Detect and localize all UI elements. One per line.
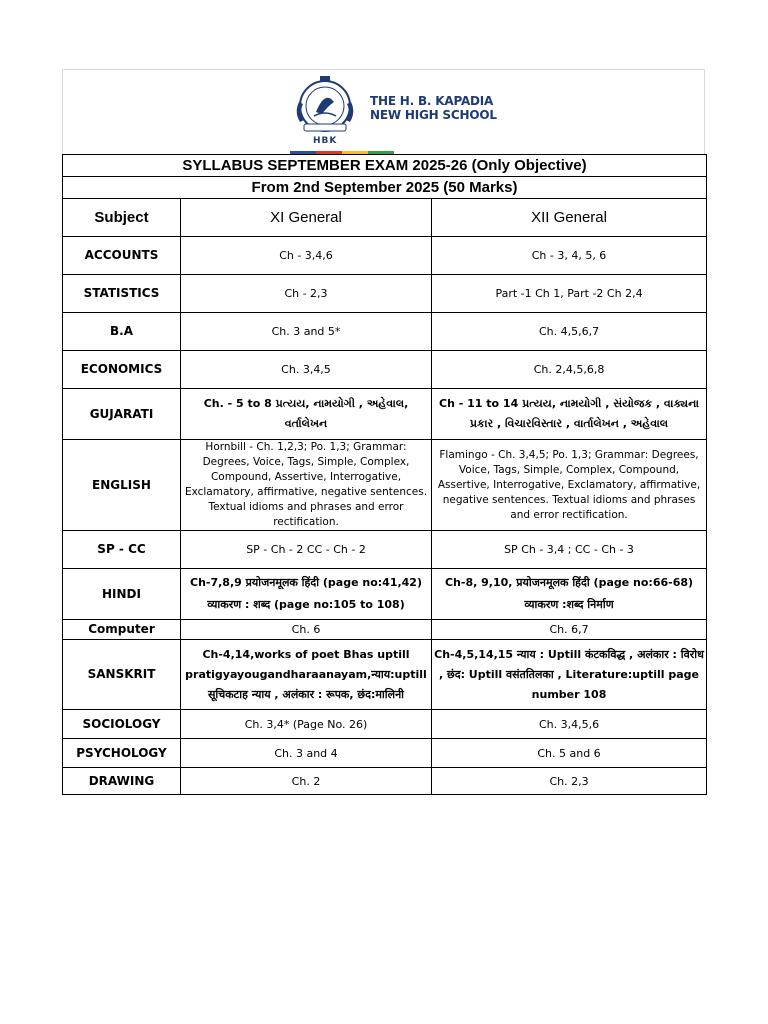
subject-cell: ACCOUNTS [63,237,181,275]
xi-cell: Ch - 2,3 [181,275,432,313]
xi-cell: Ch. 3 and 4 [181,739,432,768]
table-subtitle: From 2nd September 2025 (50 Marks) [63,177,707,199]
xii-cell: Ch. 3,4,5,6 [432,710,707,739]
table-row [63,389,707,440]
subject-cell: SOCIOLOGY [63,710,181,739]
table-row [63,313,707,351]
xi-cell: Ch-7,8,9 प्रयोजनमूलक हिंदी (page no:41,42) व्याकरण : शब्द (page no:105 to 108) [181,569,432,620]
xi-cell: SP - Ch - 2 CC - Ch - 2 [181,531,432,569]
xii-cell: Ch-8, 9,10, प्रयोजनमूलक हिंदी (page no:66-68) व्याकरण :शब्द निर्माण [432,569,707,620]
xi-cell: Hornbill - Ch. 1,2,3; Po. 1,3; Grammar: Degrees, Voice, Tags, Simple, Complex, Compound, Assertive, Interrogative, Exclamatory, affirmative, negative sentences. Textual idioms and phrases and error rectification. [181,440,432,531]
table-row [63,620,707,640]
subject-cell: Computer [63,620,181,640]
subject-cell: HINDI [63,569,181,620]
subject-cell: PSYCHOLOGY [63,739,181,768]
table-row [63,440,707,531]
table-row [63,710,707,739]
xii-cell: Ch. 2,3 [432,768,707,795]
table-row [63,237,707,275]
school-name-line1: THE H. B. KAPADIA [370,94,494,108]
xi-cell: Ch. 3 and 5* [181,313,432,351]
header-row [63,199,707,237]
subject-cell: B.A [63,313,181,351]
table-row [63,275,707,313]
table-row [63,768,707,795]
subtitle-row [63,177,707,199]
xii-cell: Ch. 2,4,5,6,8 [432,351,707,389]
xi-cell: Ch - 3,4,6 [181,237,432,275]
table-row [63,531,707,569]
subject-cell: DRAWING [63,768,181,795]
header-xi: XI General [181,199,432,237]
xii-cell: Ch. 5 and 6 [432,739,707,768]
subject-cell: STATISTICS [63,275,181,313]
xii-cell: Flamingo - Ch. 3,4,5; Po. 1,3; Grammar: Degrees, Voice, Tags, Simple, Complex, Compound, Assertive, Interrogative, Exclamatory, affirmative, negative sentences. Textual idioms and phrases and error rectification. [432,440,707,531]
xi-cell: Ch. 3,4,5 [181,351,432,389]
table-row [63,739,707,768]
school-name [370,94,497,122]
subject-cell: SANSKRIT [63,640,181,710]
subject-cell: SP - CC [63,531,181,569]
header-xii: XII General [432,199,707,237]
xi-cell: Ch. 6 [181,620,432,640]
xii-cell: SP Ch - 3,4 ; CC - Ch - 3 [432,531,707,569]
xii-cell: Ch-4,5,14,15 न्याय : Uptill कंटकविद्ध , अलंकार : विरोध , छंद: Uptill वसंततिलका , Literature:uptill page number 108 [432,640,707,710]
xii-cell: Part -1 Ch 1, Part -2 Ch 2,4 [432,275,707,313]
table-title: SYLLABUS SEPTEMBER EXAM 2025-26 (Only Objective) [63,155,707,177]
title-row [63,155,707,177]
syllabus-table [62,154,707,795]
xii-cell: Ch - 3, 4, 5, 6 [432,237,707,275]
xi-cell: Ch-4,14,works of poet Bhas uptill pratigyayougandharaanayam,न्याय:uptill सूचिकटाह न्याय , अलंकार : रूपक, छंद:मालिनी [181,640,432,710]
subject-cell: ECONOMICS [63,351,181,389]
xii-cell: Ch. 4,5,6,7 [432,313,707,351]
subject-cell: GUJARATI [63,389,181,440]
xii-cell: Ch. 6,7 [432,620,707,640]
subject-cell: ENGLISH [63,440,181,531]
xi-cell: Ch. 2 [181,768,432,795]
table-row [63,640,707,710]
header-subject: Subject [63,199,181,237]
school-name-line2: NEW HIGH SCHOOL [370,108,497,122]
table-row [63,569,707,620]
xi-cell: Ch. - 5 to 8 પ્રત્યય, નામયોગી , અહેવાલ, વર્તાલેખન [181,389,432,440]
table-row [63,351,707,389]
logo-text: HBK [313,136,338,146]
xii-cell: Ch - 11 to 14 પ્રત્યય, નામયોગી , સંયોજક , વાક્યના પ્રકાર , વિચારવિસ્તાર , વાર્તાલેખન , અહેવાલ [432,389,707,440]
xi-cell: Ch. 3,4* (Page No. 26) [181,710,432,739]
